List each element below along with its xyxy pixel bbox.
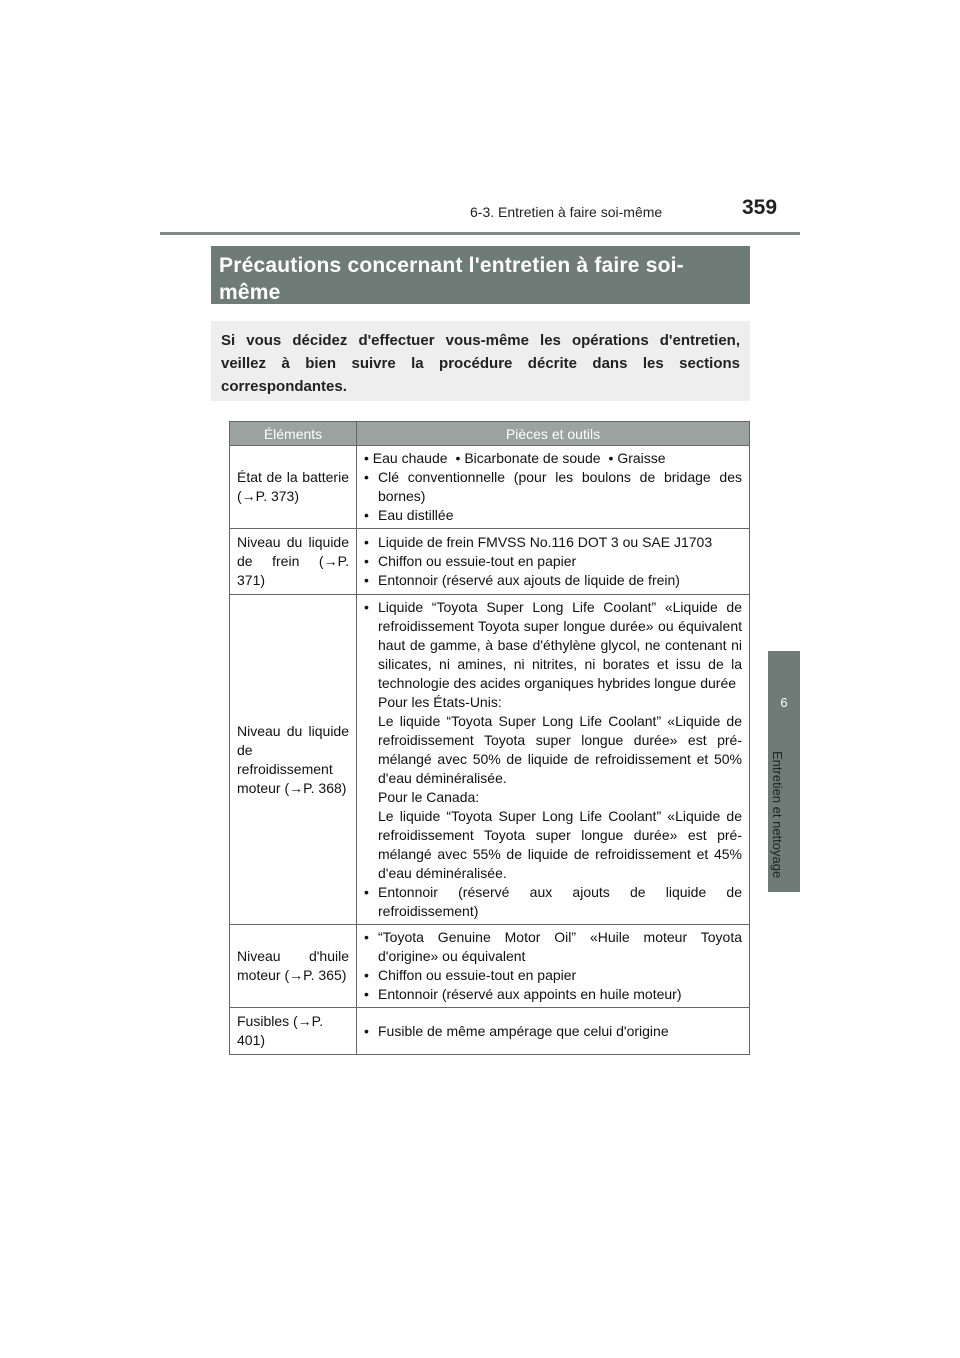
chapter-number: 6 (780, 695, 788, 710)
element-cell: Fusibles (→P. 401) (230, 1008, 357, 1055)
table-row (230, 595, 750, 925)
parts-cell (357, 529, 750, 595)
list-item: • Graisse (608, 450, 666, 466)
parts-table (229, 421, 750, 1055)
coolant-main: Liquide “Toyota Super Long Life Coolant” «Liquide de refroidissement Toyota super longue durée» ou équivalent haut de gamme, à base d'éthylène glycol, ne contenant ni silicates, ni amines, ni nitrites, ni borates et issu de la technologie des acides organiques hybrides longue durée (378, 599, 742, 691)
list-item: • Chiffon ou essuie-tout en papier (364, 967, 577, 983)
list-item: • Entonnoir (réservé aux ajouts de liquide de refroidissement) (364, 884, 742, 919)
header-elements: Éléments (230, 422, 357, 446)
element-cell: Niveau du liquide de frein (→P. 371) (230, 529, 357, 595)
chapter-label: Entretien et nettoyage (770, 751, 785, 879)
parts-cell (357, 446, 750, 529)
inline-items (364, 449, 742, 468)
list-item: • Chiffon ou essuie-tout en papier (364, 553, 577, 569)
list-item: • Entonnoir (réservé aux ajouts de liquide de frein) (364, 572, 680, 588)
list-item: • Bicarbonate de soude (455, 450, 601, 466)
parts-cell (357, 595, 750, 925)
table-row (230, 446, 750, 529)
list-item: • Fusible de même ampérage que celui d'origine (364, 1022, 669, 1039)
intro-text: Si vous décidez d'effectuer vous-même les opérations d'entretien, veillez à bien suivre la procédure décrite dans les sections correspondantes. (211, 321, 750, 401)
list-item: • Liquide “Toyota Super Long Life Coolant” «Liquide de refroidissement Toyota super longue durée» ou équivalent haut de gamme, à base d'éthylène glycol, ne contenant ni silicates, ni amines, ni nitrites, ni borates et issu de la technologie des acides organiques hybrides longue durée Pour les États-Unis: Le liquide “Toyota Super Long Life Coolant” «Liquide de refroidissement Toyota super longue durée» est pré-mélangé avec 50% de liquide de refroidissement et 50% d'eau déminéralisée. Pour le Canada: Le liquide “Toyota Super Long Life Coolant” «Liquide de refroidissement Toyota super longue durée» est pré-mélangé avec 55% de liquide de refroidissement et 45% d'eau déminéralisée. (364, 599, 742, 881)
table-row (230, 925, 750, 1008)
element-cell: État de la batterie (→P. 373) (230, 446, 357, 529)
list-item: • Entonnoir (réservé aux appoints en huile moteur) (364, 986, 682, 1002)
table-row (230, 529, 750, 595)
list-item: • Clé conventionnelle (pour les boulons de bridage des bornes) (364, 469, 742, 504)
header-parts: Pièces et outils (357, 422, 750, 446)
coolant-us-text: Le liquide “Toyota Super Long Life Coolant” «Liquide de refroidissement Toyota super longue durée» est pré-mélangé avec 50% de liquide de refroidissement et 50% d'eau déminéralisée. (378, 713, 742, 786)
coolant-ca-label: Pour le Canada: (378, 789, 480, 805)
table-row (230, 1008, 750, 1055)
list-item: • Liquide de frein FMVSS No.116 DOT 3 ou SAE J1703 (364, 534, 713, 550)
coolant-us-label: Pour les États-Unis: (378, 694, 502, 710)
element-cell: Niveau d'huile moteur (→P. 365) (230, 925, 357, 1008)
table-header-row (230, 422, 750, 446)
section-label: 6-3. Entretien à faire soi-même (470, 204, 663, 220)
parts-cell (357, 1008, 750, 1055)
page-number: 359 (742, 196, 778, 219)
section-title: Précautions concernant l'entretien à faire soi-même (211, 246, 750, 304)
list-item: • Eau distillée (364, 507, 454, 523)
list-item: • Eau chaude (364, 450, 448, 466)
parts-cell (357, 925, 750, 1008)
header-rule (160, 232, 800, 235)
list-item: • “Toyota Genuine Motor Oil” «Huile moteur Toyota d'origine» ou équivalent (364, 929, 742, 964)
coolant-ca-text: Le liquide “Toyota Super Long Life Coolant” «Liquide de refroidissement Toyota super longue durée» est pré-mélangé avec 55% de liquide de refroidissement et 45% d'eau déminéralisée. (378, 808, 742, 881)
element-cell: Niveau du liquide de refroidissement moteur (→P. 368) (230, 595, 357, 925)
